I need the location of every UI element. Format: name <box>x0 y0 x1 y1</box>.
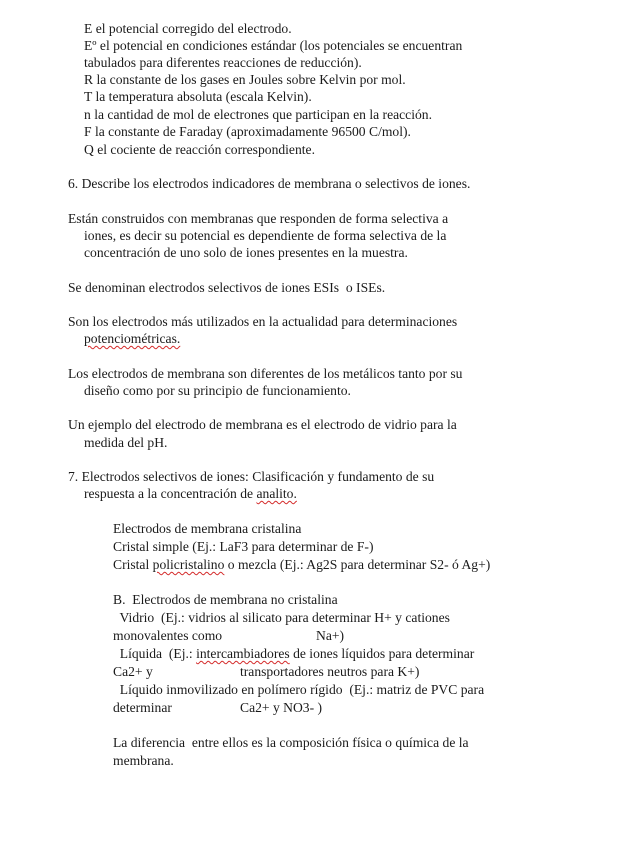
liquid-suffix: de iones líquidos para determinar <box>289 646 475 661</box>
spellcheck-word: intercambiadores <box>196 646 290 661</box>
glass-ion: Na+) <box>316 628 345 643</box>
crystalline-title: Electrodos de membrana cristalina <box>113 521 302 536</box>
def-line-e0: Eº el potencial en condiciones estándar (los potenciales se encuentran <box>84 38 463 53</box>
q7-heading-line2 <box>84 485 297 502</box>
def-line-f: F la constante de Faraday (aproximadamente 96500 C/mol). <box>84 124 411 139</box>
difference-line1: La diferencia entre ellos es la composición física o química de la <box>113 735 469 750</box>
glass-line2: monovalentes como <box>113 628 223 643</box>
polymer-line2b: Ca2+ y NO3- ) <box>240 700 323 715</box>
q7-heading-text: respuesta a la concentración de <box>84 486 257 501</box>
liquid-line2: Ca2+ y <box>113 664 153 679</box>
q6-p1-line1: Están construidos con membranas que responden de forma selectiva a <box>68 211 449 226</box>
q6-p5-line1: Un ejemplo del electrodo de membrana es el electrodo de vidrio para la <box>68 417 457 432</box>
q6-p5-line2: medida del pH. <box>84 435 168 450</box>
crystalline-poly <box>113 556 490 573</box>
q6-p3-line1: Son los electrodos más utilizados en la actualidad para determinaciones <box>68 314 458 329</box>
liquid-line2b: transportadores neutros para K+) <box>240 664 420 679</box>
def-line-e0-cont: tabulados para diferentes reacciones de reducción). <box>84 55 362 70</box>
def-line-t: T la temperatura absoluta (escala Kelvin). <box>84 89 312 104</box>
q6-p4-line1: Los electrodos de membrana son diferentes de los metálicos tanto por su <box>68 366 463 381</box>
spellcheck-word: policristalino <box>152 557 225 572</box>
liquid-prefix: Líquida (Ej.: <box>113 646 197 661</box>
def-line-e: E el potencial corregido del electrodo. <box>84 21 292 36</box>
polymer-line1: Líquido inmovilizado en polímero rígido (Ej.: matriz de PVC para <box>113 682 485 697</box>
q7-heading-line1: 7. Electrodos selectivos de iones: Clasificación y fundamento de su <box>68 469 435 484</box>
q6-p1-line2: iones, es decir su potencial es dependiente de forma selectiva de la <box>84 228 447 243</box>
def-line-q: Q el cociente de reacción correspondiente. <box>84 142 315 157</box>
q6-p4-line2: diseño como por su principio de funcionamiento. <box>84 383 351 398</box>
spellcheck-word: potenciométricas. <box>84 331 181 346</box>
glass-line1: Vidrio (Ej.: vidrios al silicato para determinar H+ y cationes <box>113 610 450 625</box>
poly-suffix: o mezcla (Ej.: Ag2S para determinar S2- ó Ag+) <box>224 557 491 572</box>
def-line-r: R la constante de los gases en Joules sobre Kelvin por mol. <box>84 72 406 87</box>
q6-p2: Se denominan electrodos selectivos de iones ESIs o ISEs. <box>68 280 386 295</box>
q6-p1-line3: concentración de uno solo de iones presentes en la muestra. <box>84 245 408 260</box>
spellcheck-word: analito. <box>256 486 297 501</box>
polymer-line2: determinar <box>113 700 172 715</box>
q6-p3-line2 <box>84 330 180 347</box>
poly-prefix: Cristal <box>113 557 153 572</box>
q6-heading: 6. Describe los electrodos indicadores de membrana o selectivos de iones. <box>68 176 471 191</box>
noncrystalline-title: B. Electrodos de membrana no cristalina <box>113 592 338 607</box>
def-line-n: n la cantidad de mol de electrones que participan en la reacción. <box>84 107 432 122</box>
difference-line2: membrana. <box>113 753 174 768</box>
liquid-line1 <box>113 645 474 662</box>
crystalline-simple: Cristal simple (Ej.: LaF3 para determinar de F-) <box>113 539 374 554</box>
